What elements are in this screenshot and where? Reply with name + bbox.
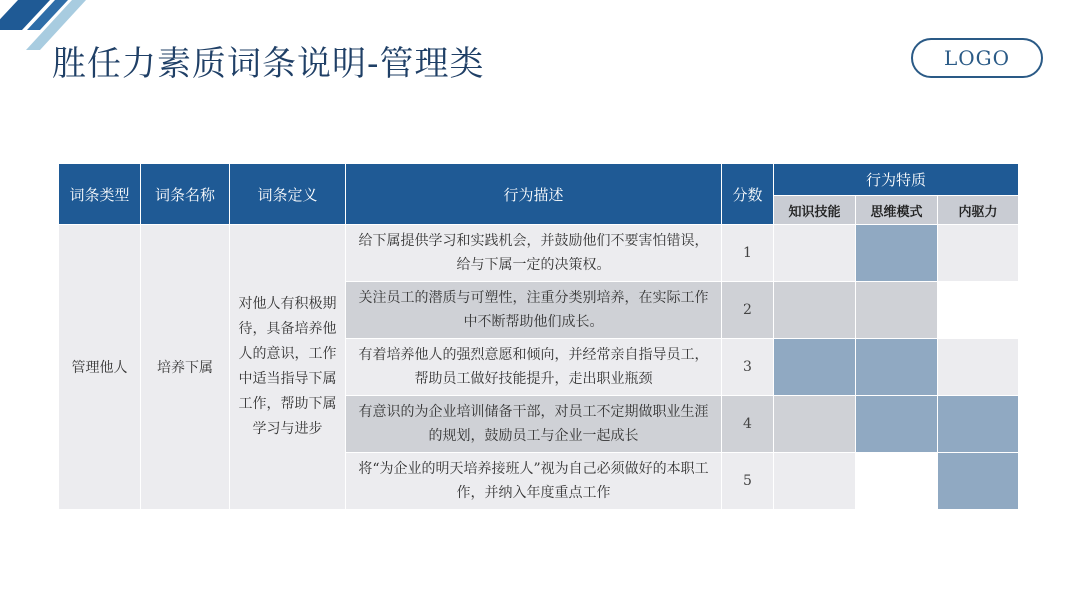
behavior-description: 关注员工的潜质与可塑性，注重分类别培养，在实际工作中不断帮助他们成长。: [346, 282, 722, 339]
header-type: 词条类型: [59, 164, 141, 225]
header-behavior: 行为描述: [346, 164, 722, 225]
score-cell: 5: [722, 453, 774, 510]
trait-inner-drive: [938, 282, 1019, 339]
trait-thinking-mode: [856, 225, 938, 282]
trait-thinking-mode: [856, 339, 938, 396]
score-cell: 4: [722, 396, 774, 453]
trait-inner-drive: [938, 225, 1019, 282]
trait-knowledge-skill: [774, 225, 856, 282]
score-cell: 2: [722, 282, 774, 339]
trait-inner-drive: [938, 396, 1019, 453]
item-name-cell: 培养下属: [141, 225, 230, 510]
behavior-description: 给下属提供学习和实践机会，并鼓励他们不要害怕错误，给与下属一定的决策权。: [346, 225, 722, 282]
competency-table: [58, 163, 1019, 510]
trait-knowledge-skill: [774, 453, 856, 510]
header-knowledge-skill: 知识技能: [774, 196, 856, 225]
behavior-description: 有意识的为企业培训储备干部，对员工不定期做职业生涯的规划，鼓励员工与企业一起成长: [346, 396, 722, 453]
score-cell: 1: [722, 225, 774, 282]
header-name: 词条名称: [141, 164, 230, 225]
trait-thinking-mode: [856, 396, 938, 453]
trait-inner-drive: [938, 339, 1019, 396]
trait-knowledge-skill: [774, 282, 856, 339]
header-definition: 词条定义: [230, 164, 346, 225]
header-thinking-mode: 思维模式: [856, 196, 938, 225]
page-title: 胜任力素质词条说明-管理类: [52, 44, 485, 84]
trait-thinking-mode: [856, 453, 938, 510]
header-traits: 行为特质: [774, 164, 1019, 196]
logo-badge: LOGO: [911, 38, 1043, 78]
behavior-description: 有着培养他人的强烈意愿和倾向，并经常亲自指导员工，帮助员工做好技能提升，走出职业瓶颈: [346, 339, 722, 396]
trait-thinking-mode: [856, 282, 938, 339]
header-score: 分数: [722, 164, 774, 225]
behavior-description: 将“为企业的明天培养接班人”视为自己必须做好的本职工作，并纳入年度重点工作: [346, 453, 722, 510]
trait-inner-drive: [938, 453, 1019, 510]
definition-cell: 对他人有积极期待，具备培养他人的意识，工作中适当指导下属工作，帮助下属学习与进步: [230, 225, 346, 510]
trait-knowledge-skill: [774, 339, 856, 396]
category-cell: 管理他人: [59, 225, 141, 510]
score-cell: 3: [722, 339, 774, 396]
table-row: [59, 225, 1019, 282]
trait-knowledge-skill: [774, 396, 856, 453]
header-inner-drive: 内驱力: [938, 196, 1019, 225]
